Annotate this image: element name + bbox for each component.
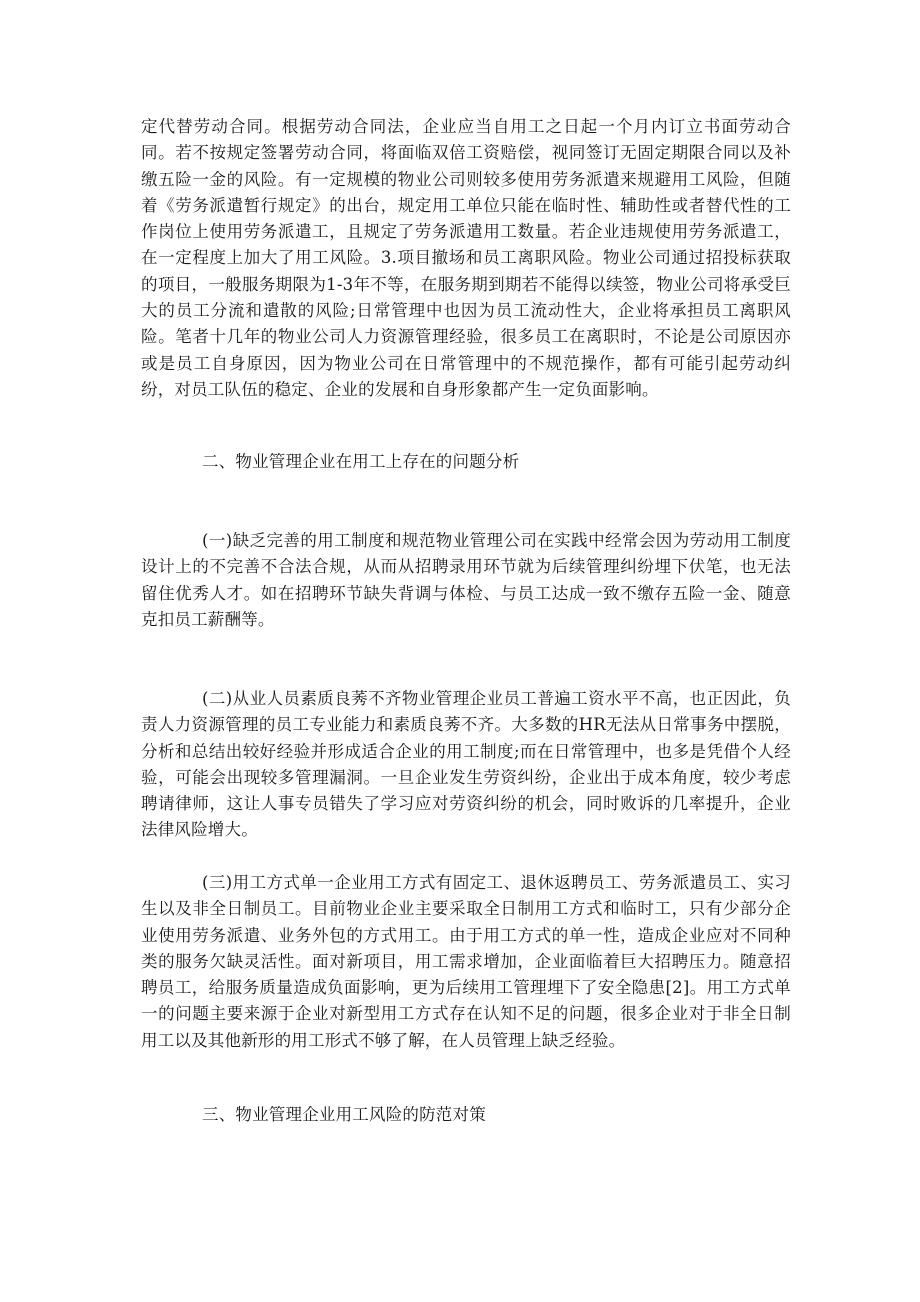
section-three-heading: 三、物业管理企业用工风险的防范对策 <box>202 1105 486 1124</box>
paragraph-two: (二)从业人员素质良莠不齐物业管理企业员工普遍工资水平不高，也正因此，负责人力资源管理的员工专业能力和素质良莠不齐。大多数的HR无法从日常事务中摆脱，分析和总结出较好经验并形成适合企业的用工制度;而在日常管理中，也多是凭借个人经验，可能会出现较多管理漏洞。一旦企业发生劳资纠纷，企业出于成本角度，较少考虑聘请律师，这让人事专员错失了学习应对劳资纠纷的机会，同时败诉的几率提升，企业法律风险增大。 <box>141 689 791 840</box>
intro-paragraph: 定代替劳动合同。根据劳动合同法，企业应当自用工之日起一个月内订立书面劳动合同。若不按规定签署劳动合同，将面临双倍工资赔偿，视同签订无固定期限合同以及补缴五险一金的风险。有一定规模的物业公司则较多使用劳务派遣来规避用工风险，但随着《劳务派遣暂行规定》的出台，规定用工单位只能在临时性、辅助性或者替代性的工作岗位上使用劳务派遣工，且规定了劳务派遣用工数量。若企业违规使用劳务派遣工，在一定程度上加大了用工风险。3.项目撤场和员工离职风险。物业公司通过招投标获取的项目，一般服务期限为1-3年不等，在服务期到期若不能得以续签，物业公司将承受巨大的员工分流和遣散的风险;日常管理中也因为员工流动性大，企业将承担员工离职风险。笔者十几年的物业公司人力资源管理经验，很多员工在离职时，不论是公司原因亦或是员工自身原因，因为物业公司在日常管理中的不规范操作，都有可能引起劳动纠纷，对员工队伍的稳定、企业的发展和自身形象都产生一定负面影响。 <box>141 117 791 399</box>
section-two-heading: 二、物业管理企业在用工上存在的问题分析 <box>202 452 520 471</box>
paragraph-three: (三)用工方式单一企业用工方式有固定工、退休返聘员工、劳务派遣员工、实习生以及非全日制员工。目前物业企业主要采取全日制用工方式和临时工，只有少部分企业使用劳务派遣、业务外包的方式用工。由于用工方式的单一性，造成企业应对不同种类的服务欠缺灵活性。面对新项目，用工需求增加，企业面临着巨大招聘压力。随意招聘员工，给服务质量造成负面影响，更为后续用工管理埋下了安全隐患[2]。用工方式单一的问题主要来源于企业对新型用工方式存在认知不足的问题，很多企业对于非全日制用工以及其他新形的用工形式不够了解，在人员管理上缺乏经验。 <box>141 873 791 1050</box>
paragraph-one: (一)缺乏完善的用工制度和规范物业管理公司在实践中经常会因为劳动用工制度设计上的不完善不合法合规，从而从招聘录用环节就为后续管理纠纷埋下伏笔，也无法留住优秀人才。如在招聘环节缺失背调与体检、与员工达成一致不缴存五险一金、随意克扣员工薪酬等。 <box>141 531 791 629</box>
